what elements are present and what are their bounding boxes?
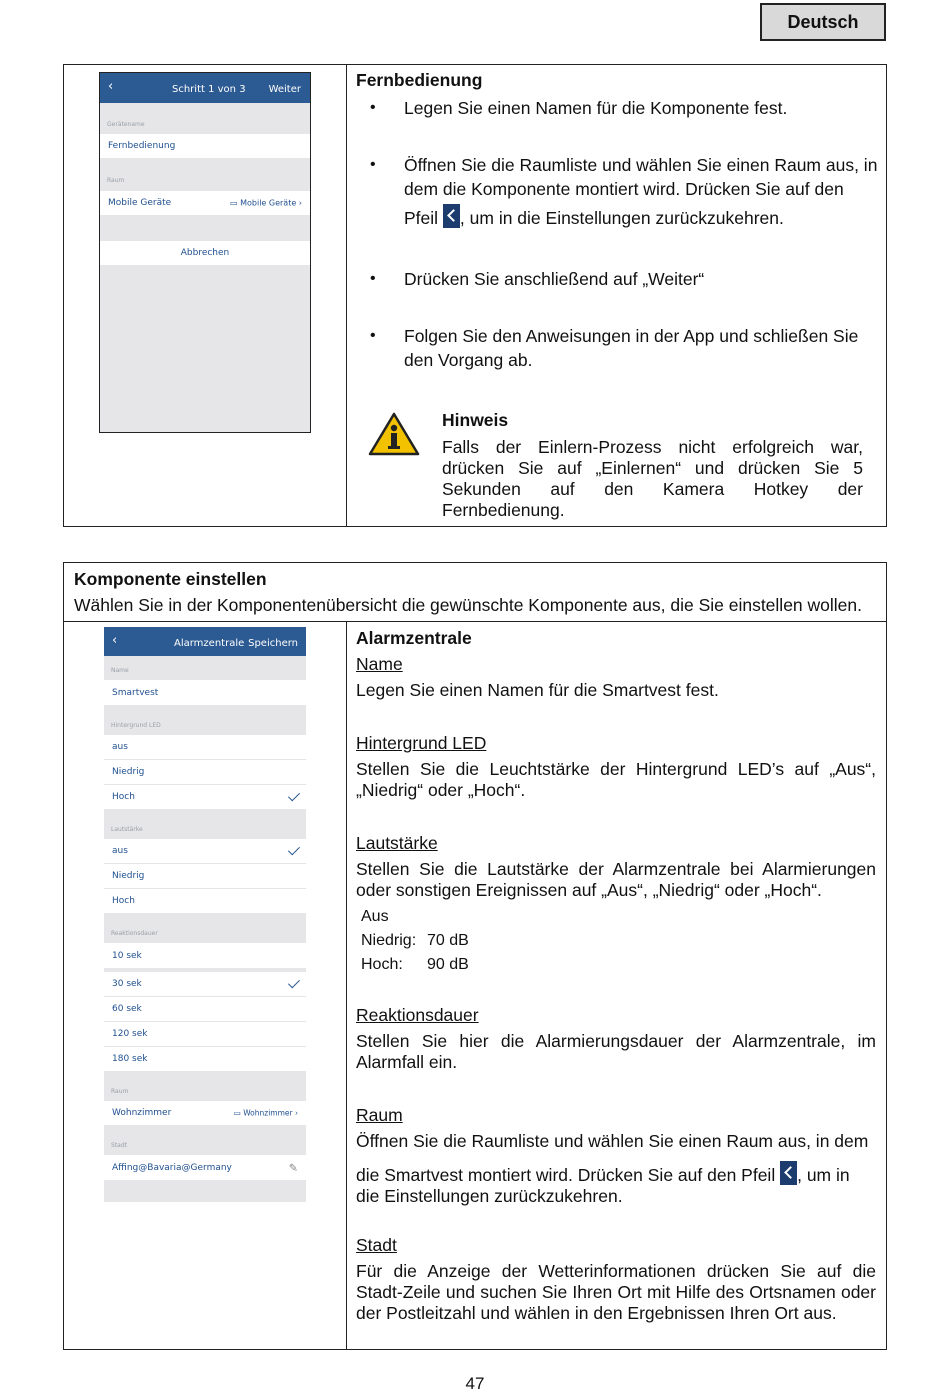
header-divider — [63, 621, 887, 622]
reaction-option[interactable]: 60 sek — [104, 997, 306, 1021]
back-arrow-icon[interactable]: ‹ — [112, 633, 118, 648]
name-field[interactable] — [104, 680, 306, 705]
bullet-item: • Drücken Sie anschließend auf „Weiter“ — [370, 267, 880, 291]
section-label-city: Stadt — [111, 1142, 127, 1149]
column-divider — [346, 621, 347, 1350]
room-field-label: Mobile Geräte — [108, 198, 172, 208]
reaction-option[interactable]: 30 sek — [104, 972, 306, 996]
section2-intro: Wählen Sie in der Komponentenübersicht die gewünschte Komponente aus, die Sie einstellen wollen. — [74, 595, 862, 615]
checkmark-icon — [288, 789, 300, 801]
alarmzentrale-title: Alarmzentrale — [356, 628, 472, 648]
bullet-item: • Legen Sie einen Namen für die Komponente fest. — [370, 96, 880, 120]
section-label-reaction: Reaktionsdauer — [111, 930, 158, 937]
cancel-button[interactable] — [100, 241, 310, 265]
cancel-label: Abbrechen — [180, 248, 230, 258]
page-number: 47 — [465, 1374, 485, 1393]
volume-level-value: 70 dB — [427, 932, 469, 949]
volume-level: Niedrig: — [361, 932, 417, 949]
room-heading: Raum — [356, 1105, 403, 1125]
phone-screenshot-alarmzentrale — [104, 627, 306, 1202]
section-label-room: Raum — [107, 177, 125, 184]
section-label-name: Gerätename — [107, 121, 145, 128]
next-button[interactable]: Weiter — [268, 84, 301, 95]
reaction-text: Stellen Sie hier die Alarmierungsdauer der Alarmzentrale, im Alarmfall ein. — [356, 1031, 876, 1072]
bullet-list — [370, 153, 880, 235]
bullet-item: • Öffnen Sie die Raumliste und wählen Sie einen Raum aus, in dem die Komponente montiert wird. Drücken Sie auf den Pfeil , um in die Einstellungen zurückzukehren. — [370, 153, 880, 235]
edit-icon[interactable]: ✎ — [288, 1161, 298, 1174]
name-value: Smartvest — [112, 687, 159, 698]
app-header — [104, 627, 306, 656]
note-title: Hinweis — [442, 410, 509, 430]
volume-option[interactable]: Niedrig — [104, 864, 306, 888]
led-option[interactable]: Niedrig — [104, 760, 306, 784]
volume-level-value: 90 dB — [427, 956, 469, 973]
checkmark-icon — [288, 843, 300, 855]
room-row[interactable] — [100, 191, 310, 215]
checkmark-icon — [288, 976, 300, 988]
phone-screenshot-setup — [99, 72, 311, 433]
volume-option[interactable]: aus — [104, 839, 306, 863]
name-value: Fernbedienung — [108, 141, 176, 151]
section-label-volume: Lautstärke — [111, 826, 143, 833]
reaction-heading: Reaktionsdauer — [356, 1005, 479, 1025]
led-option[interactable]: aus — [104, 735, 306, 759]
room-value: ▭ Wohnzimmer › — [233, 1108, 298, 1118]
back-arrow-icon — [780, 1161, 797, 1185]
section-label-led: Hintergrund LED — [111, 722, 161, 729]
room-row[interactable]: Wohnzimmer ▭ Wohnzimmer › — [104, 1101, 306, 1125]
name-heading: Name — [356, 654, 403, 674]
screen-title: Alarmzentrale — [174, 638, 245, 649]
name-field[interactable] — [100, 134, 310, 158]
bullet-list — [370, 267, 880, 291]
led-option[interactable]: Hoch — [104, 785, 306, 809]
volume-level: Hoch: — [361, 956, 403, 973]
reaction-option[interactable]: 10 sek — [104, 943, 306, 968]
room-text: Öffnen Sie die Raumliste und wählen Sie einen Raum aus, in dem die Smartvest montiert wird. Drücken Sie auf den Pfeil , um in die Einstellungen zurückzukehren. — [356, 1131, 869, 1206]
volume-option[interactable]: Hoch — [104, 889, 306, 913]
name-text: Legen Sie einen Namen für die Smartvest fest. — [356, 680, 719, 700]
back-arrow-icon — [443, 204, 460, 228]
room-value: ▭ Mobile Geräte › — [229, 198, 302, 208]
volume-text: Stellen Sie die Lautstärke der Alarmzentrale bei Alarmierungen oder sonstigen Ereignissen auf „Aus“, „Niedrig“ oder „Hoch“. — [356, 859, 876, 900]
volume-level: Aus — [361, 908, 389, 925]
reaction-option[interactable]: 180 sek — [104, 1047, 306, 1071]
step-label: Schritt 1 von 3 — [172, 84, 246, 95]
city-row[interactable]: Affing@Bavaria@Germany ✎ — [104, 1155, 306, 1180]
led-text: Stellen Sie die Leuchtstärke der Hintergrund LED’s auf „Aus“, „Niedrig“ oder „Hoch“. — [356, 759, 876, 800]
section2-title: Komponente einstellen — [74, 569, 267, 589]
section-label-room: Raum — [111, 1088, 129, 1095]
city-heading: Stadt — [356, 1235, 397, 1255]
note-text: Falls der Einlern-Prozess nicht erfolgreich war, drücken Sie auf „Einlernen“ und drücken Sie 5 Sekunden auf den Kamera Hotkey der Fernbedienung. — [442, 437, 863, 520]
column-divider — [346, 64, 347, 527]
section1-title: Fernbedienung — [356, 70, 483, 90]
app-header — [100, 73, 310, 103]
section-label-name: Name — [111, 667, 129, 674]
warning-info-icon — [368, 412, 420, 456]
bullet-list — [370, 96, 880, 120]
back-arrow-icon[interactable]: ‹ — [108, 79, 114, 94]
city-text: Für die Anzeige der Wetterinformationen drücken Sie auf die Stadt-Zeile und suchen Sie Ihren Ort mit Hilfe des Ortsnamen oder der Postleitzahl und wählen in den Ergebnissen Ihren Ort aus. — [356, 1261, 876, 1323]
volume-heading: Lautstärke — [356, 833, 438, 853]
bullet-item: • Folgen Sie den Anweisungen in der App und schließen Sie den Vorgang ab. — [370, 324, 880, 372]
language-tab: Deutsch — [760, 3, 886, 41]
led-heading: Hintergrund LED — [356, 733, 487, 753]
save-button[interactable]: Speichern — [248, 638, 298, 649]
reaction-option[interactable]: 120 sek — [104, 1022, 306, 1046]
bullet-list — [370, 324, 880, 372]
